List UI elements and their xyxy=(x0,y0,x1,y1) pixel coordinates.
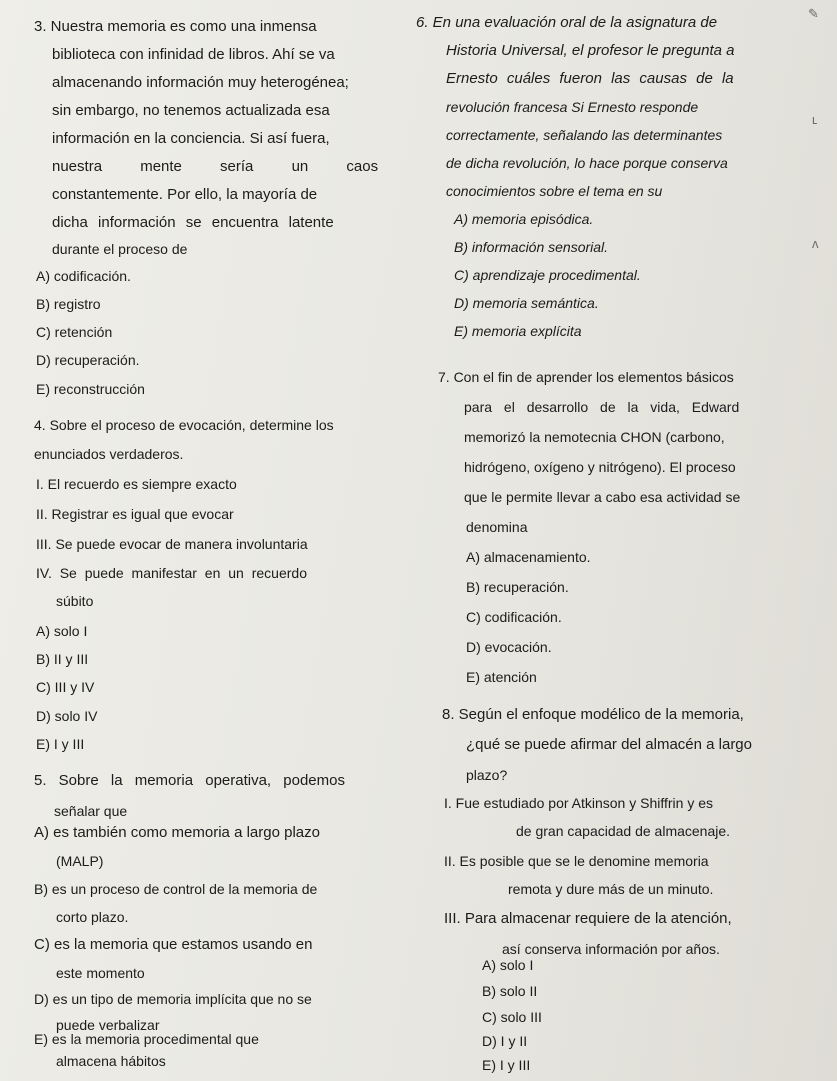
q4-line-1: 4. Sobre el proceso de evocación, determine los xyxy=(34,417,334,433)
q6-line-5: correctamente, señalando las determinantes xyxy=(446,127,723,143)
q8-line-3: plazo? xyxy=(466,767,508,783)
q8-option-e: E) I y III xyxy=(482,1057,531,1073)
q7-line-4: hidrógeno, oxígeno y nitrógeno). El proceso xyxy=(464,459,736,475)
q6-option-a: A) memoria episódica. xyxy=(454,211,594,227)
q3-line-6: nuestra mente sería un caos xyxy=(52,158,379,175)
q3-line-4: sin embargo, no tenemos actualizada esa xyxy=(52,102,330,119)
q6-option-b: B) información sensorial. xyxy=(454,239,609,255)
q4-option-b: B) II y III xyxy=(36,651,89,667)
q3-line-3: almacenando información muy heterogénea; xyxy=(52,74,349,91)
q6-option-e: E) memoria explícita xyxy=(454,323,582,339)
q6-line-6: de dicha revolución, lo hace porque conserva xyxy=(446,155,728,171)
q3-line-9: durante el proceso de xyxy=(52,241,188,257)
q6-option-d: D) memoria semántica. xyxy=(454,295,599,311)
q5-option-b: B) es un proceso de control de la memoria de xyxy=(34,881,318,897)
q6-line-3: Ernesto cuáles fueron las causas de la xyxy=(446,70,734,87)
q3-option-b: B) registro xyxy=(36,296,101,312)
q8-statement-1-cont: de gran capacidad de almacenaje. xyxy=(516,823,731,839)
q7-option-d: D) evocación. xyxy=(466,639,552,655)
q8-option-d: D) I y II xyxy=(482,1033,528,1049)
q7-option-a: A) almacenamiento. xyxy=(466,549,591,565)
q5-option-c-cont: este momento xyxy=(56,965,145,981)
q4-option-d: D) solo IV xyxy=(36,708,98,724)
q8-option-c: C) solo III xyxy=(482,1009,542,1025)
q7-option-e: E) atención xyxy=(466,669,537,685)
q6-option-c: C) aprendizaje procedimental. xyxy=(454,267,641,283)
q7-line-6: denomina xyxy=(466,519,528,535)
q7-line-5: que le permite llevar a cabo esa actividad se xyxy=(464,489,741,505)
q4-statement-1: I. El recuerdo es siempre exacto xyxy=(36,476,237,492)
q3-line-5: información en la conciencia. Si así fuera, xyxy=(52,130,330,147)
q8-option-b: B) solo II xyxy=(482,983,538,999)
q6-line-4: revolución francesa Si Ernesto responde xyxy=(446,99,699,115)
q6-line-2: Historia Universal, el profesor le pregunta a xyxy=(446,42,735,59)
q3-line-2: biblioteca con infinidad de libros. Ahí se va xyxy=(52,46,335,63)
q8-statement-3-cont: así conserva información por años. xyxy=(502,941,720,957)
q5-option-d: D) es un tipo de memoria implícita que no se xyxy=(34,991,312,1007)
q8-option-a: A) solo I xyxy=(482,957,534,973)
q6-line-7: conocimientos sobre el tema en su xyxy=(446,183,663,199)
q8-statement-1: I. Fue estudiado por Atkinson y Shiffrin y es xyxy=(444,795,714,811)
q4-statement-2: II. Registrar es igual que evocar xyxy=(36,506,234,522)
q7-line-1: 7. Con el fin de aprender los elementos básicos xyxy=(438,369,734,385)
q5-line-1: 5. Sobre la memoria operativa, podemos xyxy=(34,772,345,789)
q4-option-c: C) III y IV xyxy=(36,679,95,695)
q4-line-2: enunciados verdaderos. xyxy=(34,446,184,462)
q3-line-1: 3. Nuestra memoria es como una inmensa xyxy=(34,18,317,35)
q4-statement-4-cont: súbito xyxy=(56,593,94,609)
q5-line-2: señalar que xyxy=(54,803,128,819)
q8-line-2: ¿qué se puede afirmar del almacén a largo xyxy=(466,736,752,753)
q4-statement-3: III. Se puede evocar de manera involuntaria xyxy=(36,536,308,552)
q5-option-a: A) es también como memoria a largo plazo xyxy=(34,824,320,841)
q5-option-b-cont: corto plazo. xyxy=(56,909,129,925)
q7-line-2: para el desarrollo de la vida, Edward xyxy=(464,399,740,415)
q3-line-7: constantemente. Por ello, la mayoría de xyxy=(52,186,318,203)
q7-option-b: B) recuperación. xyxy=(466,579,569,595)
q7-option-c: C) codificación. xyxy=(466,609,562,625)
q5-option-a-cont: (MALP) xyxy=(56,853,104,869)
q3-option-d: D) recuperación. xyxy=(36,352,140,368)
q5-option-d-cont: puede verbalizar xyxy=(56,1017,160,1033)
margin-tick-icon-2: ᴧ xyxy=(812,236,819,251)
q5-option-e: E) es la memoria procedimental que xyxy=(34,1031,259,1047)
q8-statement-2: II. Es posible que se le denomine memoria xyxy=(444,853,709,869)
q3-option-c: C) retención xyxy=(36,324,113,340)
q7-line-3: memorizó la nemotecnia CHON (carbono, xyxy=(464,429,725,445)
q5-option-e-cont: almacena hábitos xyxy=(56,1053,166,1069)
q4-option-a: A) solo I xyxy=(36,623,88,639)
q3-line-8: dicha información se encuentra latente xyxy=(52,214,334,231)
margin-tick-icon: ʟ xyxy=(812,112,818,127)
q3-option-e: E) reconstrucción xyxy=(36,381,145,397)
q4-option-e: E) I y III xyxy=(36,736,85,752)
q8-statement-3: III. Para almacenar requiere de la atención, xyxy=(444,910,732,927)
q4-statement-4: IV. Se puede manifestar en un recuerdo xyxy=(36,565,307,581)
q8-line-1: 8. Según el enfoque modélico de la memoria, xyxy=(442,706,744,723)
q3-option-a: A) codificación. xyxy=(36,268,131,284)
q8-statement-2-cont: remota y dure más de un minuto. xyxy=(508,881,714,897)
q6-line-1: 6. En una evaluación oral de la asignatura de xyxy=(416,14,718,31)
q5-option-c: C) es la memoria que estamos usando en xyxy=(34,936,313,953)
margin-mark-icon: ✎ xyxy=(808,6,819,21)
